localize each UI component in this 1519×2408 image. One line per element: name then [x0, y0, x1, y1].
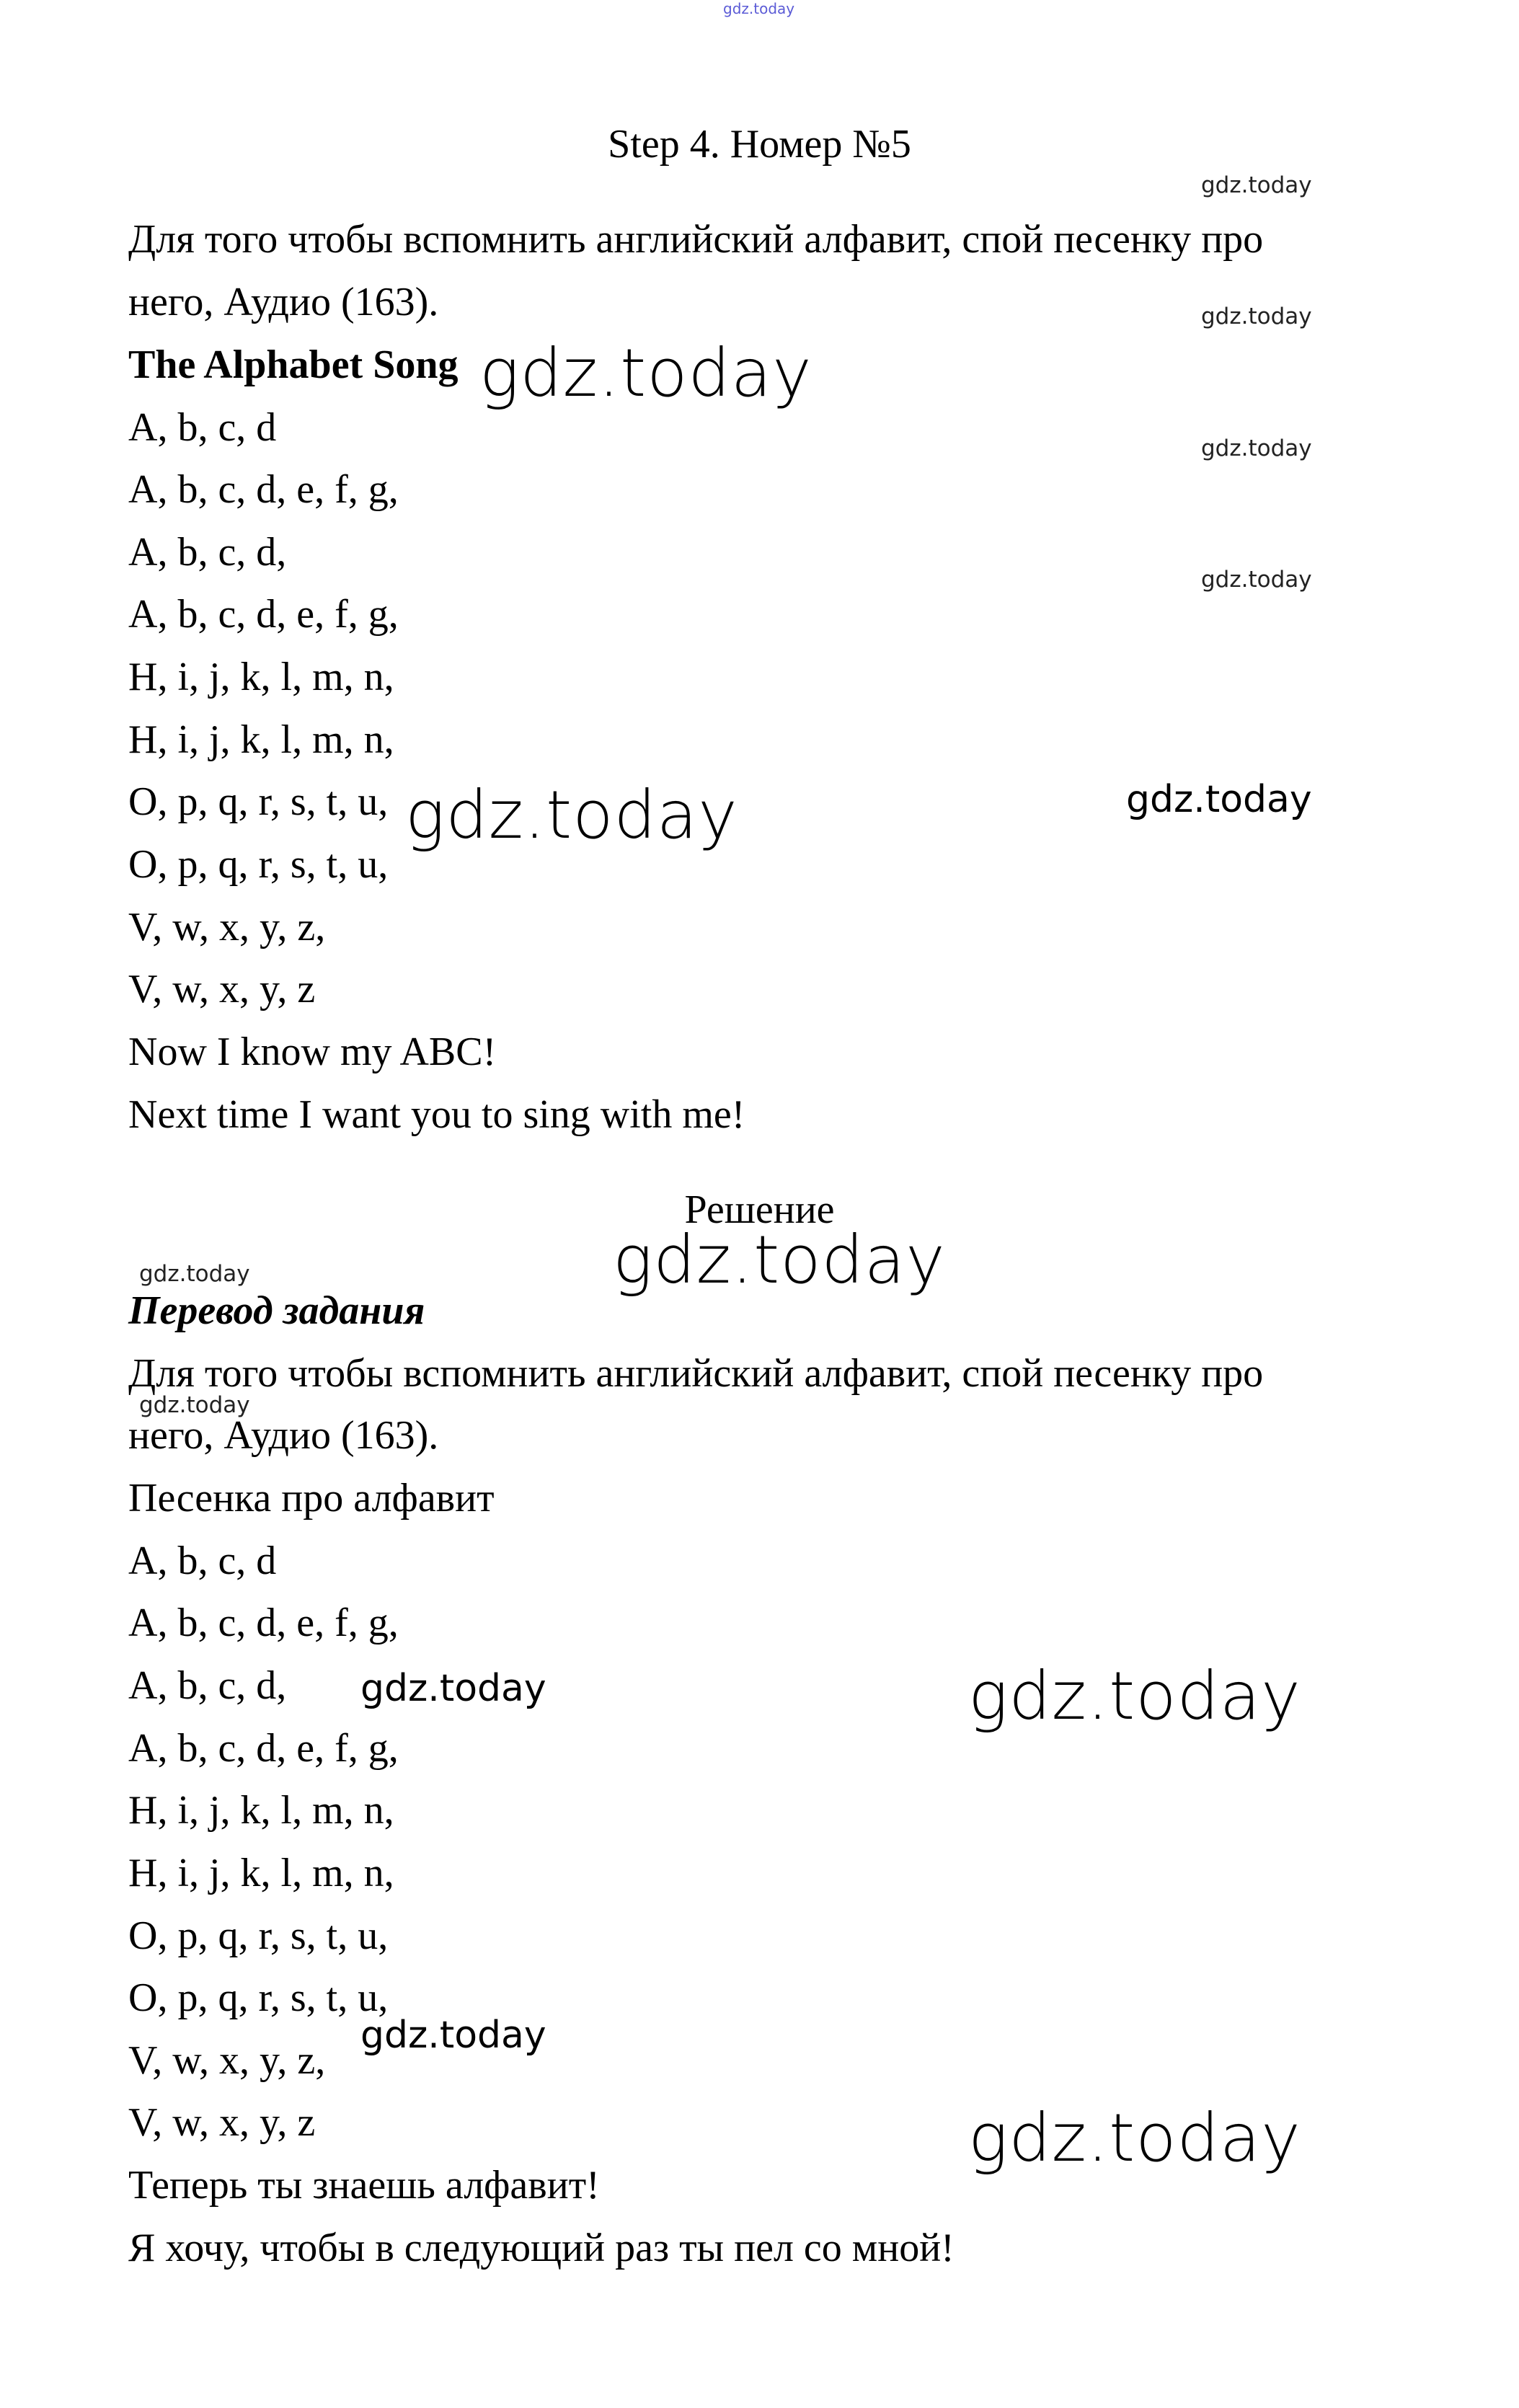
song-line: V, w, x, y, z [128, 967, 316, 1012]
translation-song-line: A, b, c, d [128, 1539, 277, 1583]
watermark: gdz.today [968, 1657, 1301, 1735]
song-line: H, i, j, k, l, m, n, [128, 655, 394, 699]
song-line: A, b, c, d, [128, 530, 287, 575]
translation-song-line: A, b, c, d, e, f, g, [128, 1601, 399, 1645]
watermark: gdz.today [1126, 778, 1312, 821]
song-line: O, p, q, r, s, t, u, [128, 842, 389, 887]
song-title: The Alphabet Song [128, 342, 459, 387]
translation-song-line: O, p, q, r, s, t, u, [128, 1975, 389, 2020]
translation-instruction-line-1: Для того чтобы вспомнить английский алфавит, спой песенку про [128, 1351, 1264, 1396]
song-line: A, b, c, d [128, 405, 277, 450]
page-title: Step 4. Номер №5 [608, 122, 911, 167]
watermark: gdz.today [1201, 435, 1312, 461]
translation-song-line: Я хочу, чтобы в следующий раз ты пел со мной! [128, 2226, 955, 2270]
watermark: gdz.today [968, 2099, 1301, 2177]
watermark: gdz.today [139, 1392, 250, 1418]
translation-song-line: A, b, c, d, e, f, g, [128, 1726, 399, 1771]
translation-song-line: H, i, j, k, l, m, n, [128, 1851, 394, 1895]
watermark: gdz.today [405, 776, 738, 854]
translation-song-line: V, w, x, y, z, [128, 2038, 326, 2083]
watermark: gdz.today [1201, 172, 1312, 198]
translation-heading: Перевод задания [128, 1288, 425, 1333]
watermark: gdz.today [360, 1667, 546, 1710]
song-line: O, p, q, r, s, t, u, [128, 779, 389, 824]
translation-instruction-line-2: него, Аудио (163). [128, 1413, 439, 1458]
translation-song-line: V, w, x, y, z [128, 2100, 316, 2145]
song-line: A, b, c, d, e, f, g, [128, 592, 399, 637]
top-watermark: gdz.today [723, 0, 795, 17]
translation-song-title: Песенка про алфавит [128, 1476, 495, 1521]
song-line: V, w, x, y, z, [128, 905, 326, 950]
task-instruction-line-2: него, Аудио (163). [128, 280, 439, 324]
task-instruction-line-1: Для того чтобы вспомнить английский алфавит, спой песенку про [128, 217, 1264, 262]
watermark: gdz.today [613, 1221, 946, 1298]
solution-heading: Решение [684, 1187, 835, 1232]
watermark: gdz.today [479, 335, 812, 412]
watermark: gdz.today [1201, 567, 1312, 593]
song-line: Next time I want you to sing with me! [128, 1092, 745, 1137]
song-line: H, i, j, k, l, m, n, [128, 717, 394, 762]
translation-song-line: H, i, j, k, l, m, n, [128, 1788, 394, 1833]
translation-song-line: A, b, c, d, [128, 1663, 287, 1708]
translation-song-line: O, p, q, r, s, t, u, [128, 1913, 389, 1958]
watermark: gdz.today [360, 2014, 546, 2057]
song-line: Now I know my ABC! [128, 1030, 497, 1074]
translation-song-line: Теперь ты знаешь алфавит! [128, 2163, 600, 2208]
watermark: gdz.today [1201, 304, 1312, 329]
song-line: A, b, c, d, e, f, g, [128, 467, 399, 512]
watermark: gdz.today [139, 1261, 250, 1287]
